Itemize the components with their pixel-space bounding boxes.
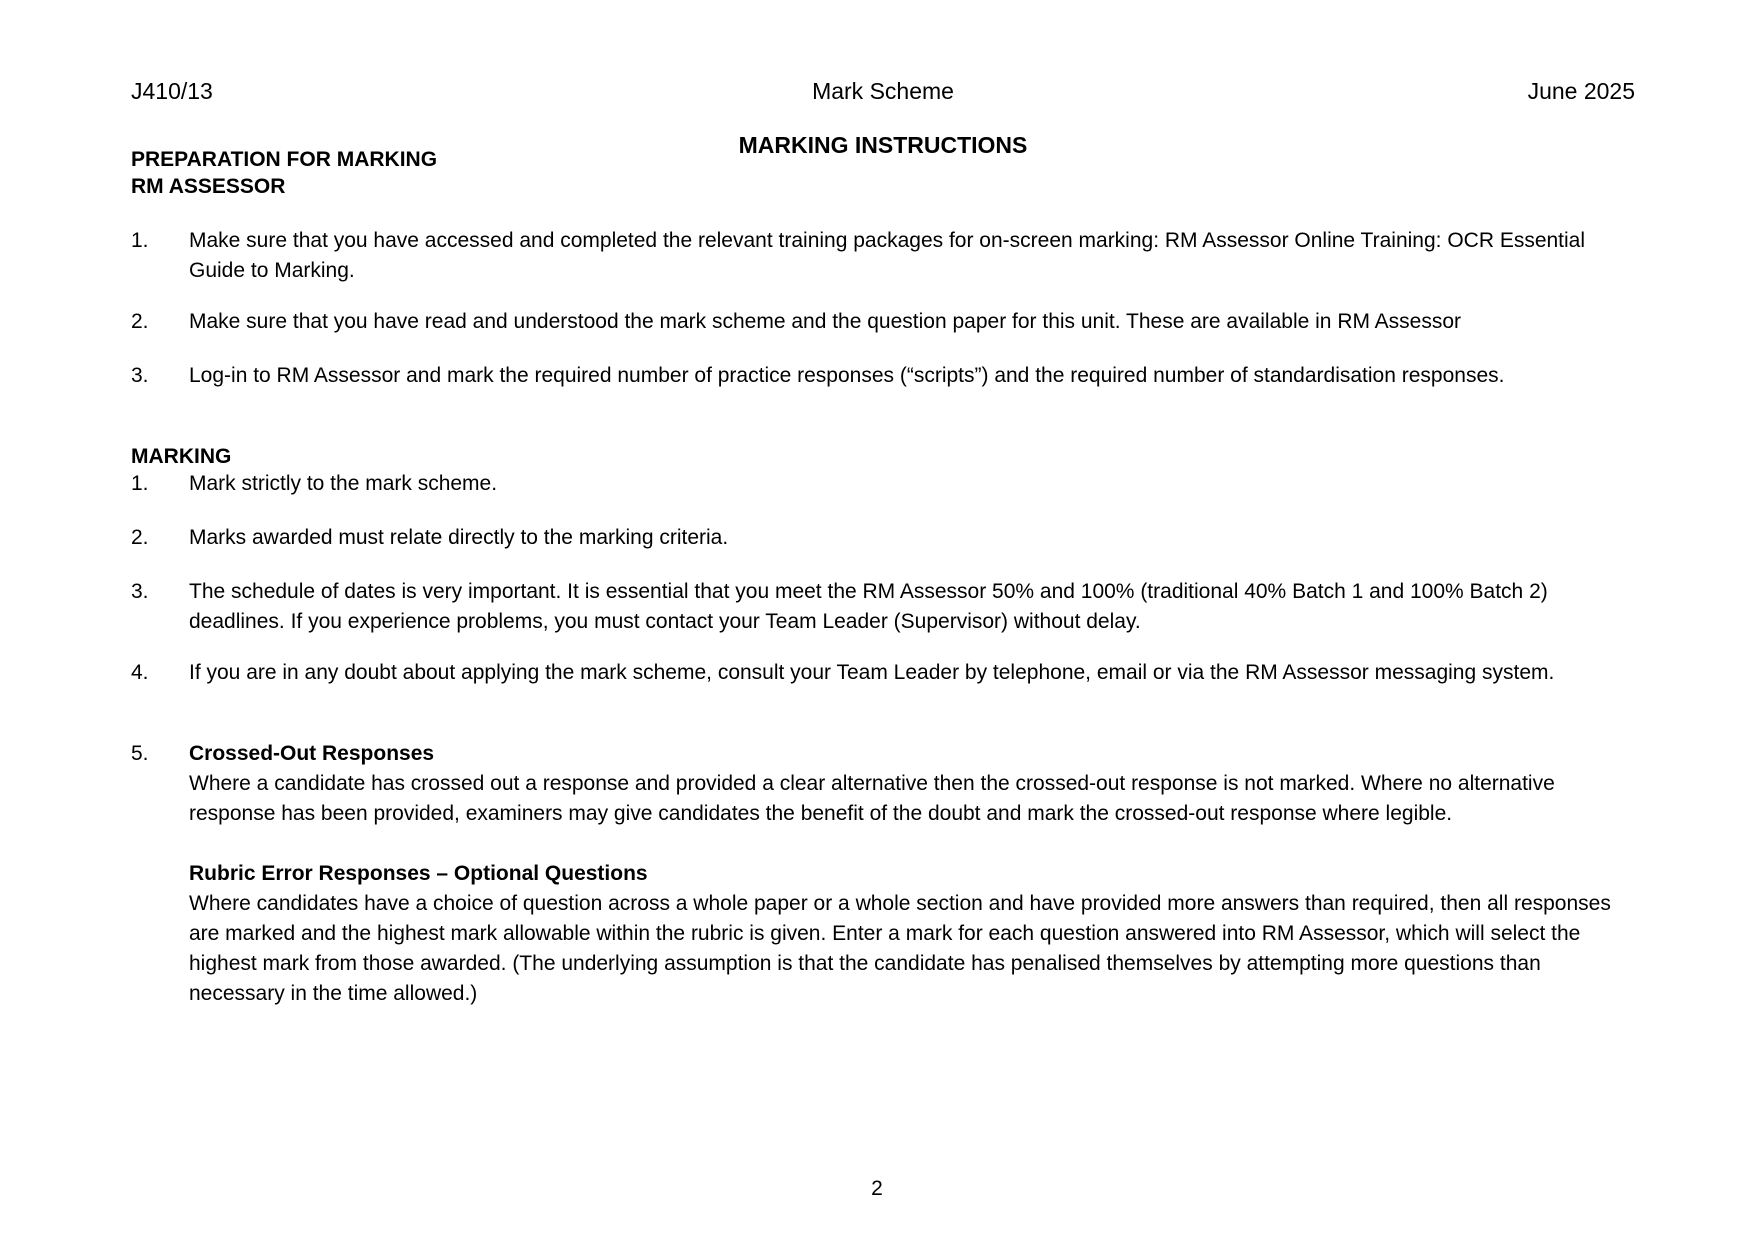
page-number: 2 (871, 1177, 883, 1200)
exam-date: June 2025 (1527, 78, 1635, 104)
section-heading-rm-assessor: RM ASSESSOR (131, 175, 286, 198)
list-text: If you are in any doubt about applying the mark scheme, consult your Team Leader by telephone, email or via the RM Assessor messaging system. (189, 661, 1555, 684)
sub-text-crossed-out: Where a candidate has crossed out a response and provided a clear alternative then the crossed-out response is not marked. Where no alternative response has been provided, examiners may give candidates the benefit of the doubt and mark the crossed-out response where legible. (189, 772, 1555, 825)
list-item (131, 658, 1641, 688)
section-heading-marking: MARKING (131, 445, 232, 468)
page-header (131, 76, 1635, 108)
sub-heading-rubric-error: Rubric Error Responses – Optional Questions (189, 862, 648, 885)
list-item (131, 307, 1641, 337)
list-text: Make sure that you have accessed and completed the relevant training packages for on-screen marking: RM Assessor Online Training: OCR Essential Guide to Marking. (189, 229, 1586, 282)
list-number: 2. (131, 526, 149, 549)
list-item (131, 523, 1641, 553)
list-text: The schedule of dates is very important. It is essential that you meet the RM Assessor 50% and 100% (traditional 40% Batch 1 and 100% Batch 2) deadlines. If you experience problems, you must contact your Team Leader (Supervisor) without delay. (189, 580, 1548, 633)
list-number: 1. (131, 229, 149, 252)
list-number: 4. (131, 661, 149, 684)
list-number: 1. (131, 472, 149, 495)
list-text: Mark strictly to the mark scheme. (189, 472, 498, 495)
main-title: MARKING INSTRUCTIONS (738, 132, 1028, 158)
list-number: 5. (131, 742, 149, 765)
sub-heading-crossed-out: Crossed-Out Responses (189, 742, 435, 765)
list-text: Make sure that you have read and understood the mark scheme and the question paper for this unit. These are available in RM Assessor (189, 310, 1462, 333)
section-heading-preparation: PREPARATION FOR MARKING (131, 148, 438, 171)
list-number: 2. (131, 310, 149, 333)
list-number: 3. (131, 580, 149, 603)
paper-code: J410/13 (131, 78, 213, 104)
list-number: 3. (131, 364, 149, 387)
sub-text-rubric-error: Where candidates have a choice of question across a whole paper or a whole section and have provided more answers than required, then all responses are marked and the highest mark allowable within the rubric is given. Enter a mark for each question answered into RM Assessor, which will select the highest mark from those awarded. (The underlying assumption is that the candidate has penalised themselves by attempting more questions than necessary in the time allowed.) (189, 892, 1611, 1005)
list-item (131, 739, 1641, 1009)
list-text: Log-in to RM Assessor and mark the required number of practice responses (“scripts”) and the required number of standardisation responses. (189, 364, 1505, 387)
list-item (131, 577, 1641, 637)
list-item (131, 361, 1641, 391)
document-title: Mark Scheme (812, 78, 954, 104)
list-text-block (189, 739, 1641, 1009)
list-text: Marks awarded must relate directly to the marking criteria. (189, 526, 729, 549)
list-item (131, 469, 1641, 499)
list-item (131, 226, 1641, 286)
